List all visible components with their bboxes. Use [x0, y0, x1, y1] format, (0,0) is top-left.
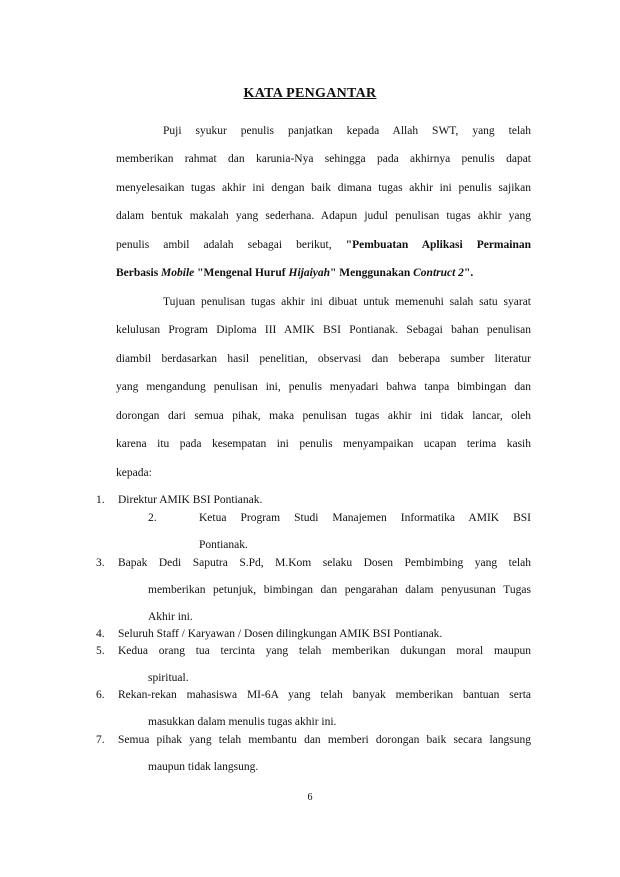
list-item-line: masukkan dalam menulis tugas akhir ini.	[148, 716, 337, 728]
list-item-line: Ketua Program Studi Manajemen Informatika AMIK BSI	[199, 512, 531, 524]
paragraph1-line5-bold: "Pembuatan Aplikasi Permainan	[345, 239, 531, 251]
title-part-b: Mobile	[161, 267, 195, 279]
title-part-f: Contruct 2	[413, 267, 464, 279]
list-item-line: Seluruh Staff / Karyawan / Dosen dilingkungan AMIK BSI Pontianak.	[118, 628, 443, 640]
paragraph2-line7: kepada:	[116, 467, 152, 479]
list-number: 5.	[96, 645, 105, 657]
paragraph1-line2: memberikan rahmat dan karunia-Nya sehingga pada akhirnya penulis dapat	[116, 153, 531, 165]
list-item-line: maupun tidak langsung.	[148, 761, 259, 773]
list-number: 2.	[148, 512, 157, 524]
page-title: KATA PENGANTAR	[243, 86, 377, 101]
title-part-c: "Mengenal Huruf	[194, 267, 289, 279]
paragraph2-line4: yang mengandung penulisan ini, penulis menyadari bahwa tanpa bimbingan dan	[116, 381, 531, 393]
title-part-e: " Menggunakan	[330, 267, 414, 279]
list-item-line: Semua pihak yang telah membantu dan memberi dorongan baik secara langsung	[118, 734, 531, 746]
paragraph1-line4: dalam bentuk makalah yang sederhana. Adapun judul penulisan tugas akhir yang	[116, 210, 531, 222]
paragraph1-line5-text: penulis ambil adalah sebagai berikut,	[116, 239, 332, 251]
list-item-line: spiritual.	[148, 672, 189, 684]
paragraph2-line5: dorongan dari semua pihak, maka penulisan tugas akhir ini tidak lancar, oleh	[116, 410, 531, 422]
paragraph1-line5	[116, 238, 531, 252]
list-item-line: Bapak Dedi Saputra S.Pd, M.Kom selaku Dosen Pembimbing yang telah	[118, 557, 531, 569]
paragraph2-line1: Tujuan penulisan tugas akhir ini dibuat untuk memenuhi salah satu syarat	[163, 296, 531, 308]
title-part-g: ".	[463, 267, 474, 279]
list-item-line: Akhir ini.	[148, 611, 193, 623]
list-number: 1.	[96, 494, 105, 506]
list-item-line: Pontianak.	[199, 539, 248, 551]
paragraph2-line2: kelulusan Program Diploma III AMIK BSI Pontianak. Sebagai bahan penulisan	[116, 324, 531, 336]
paragraph1-line3: menyelesaikan tugas akhir ini dengan baik dimana tugas akhir ini penulis sajikan	[116, 182, 531, 194]
title-part-a: Berbasis	[116, 267, 162, 279]
list-item-line: Direktur AMIK BSI Pontianak.	[118, 494, 263, 506]
list-number: 6.	[96, 689, 105, 701]
paragraph1-line1: Puji syukur penulis panjatkan kepada Allah SWT, yang telah	[163, 125, 531, 137]
list-number: 3.	[96, 557, 105, 569]
paragraph2-line6: karena itu pada kesempatan ini penulis menyampaikan ucapan terima kasih	[116, 438, 531, 450]
title-part-d: Hijaiyah	[288, 267, 331, 279]
paragraph1-line6	[116, 266, 473, 280]
list-number: 4.	[96, 628, 105, 640]
page-number: 6	[307, 792, 313, 803]
list-number: 7.	[96, 734, 105, 746]
list-item-line: Kedua orang tua tercinta yang telah memberikan dukungan moral maupun	[118, 645, 531, 657]
paragraph2-line3: diambil berdasarkan hasil penelitian, observasi dan beberapa sumber literatur	[116, 353, 531, 365]
list-item-line: memberikan petunjuk, bimbingan dan pengarahan dalam penyusunan Tugas	[148, 584, 531, 596]
list-item-line: Rekan-rekan mahasiswa MI-6A yang telah banyak memberikan bantuan serta	[118, 689, 531, 701]
